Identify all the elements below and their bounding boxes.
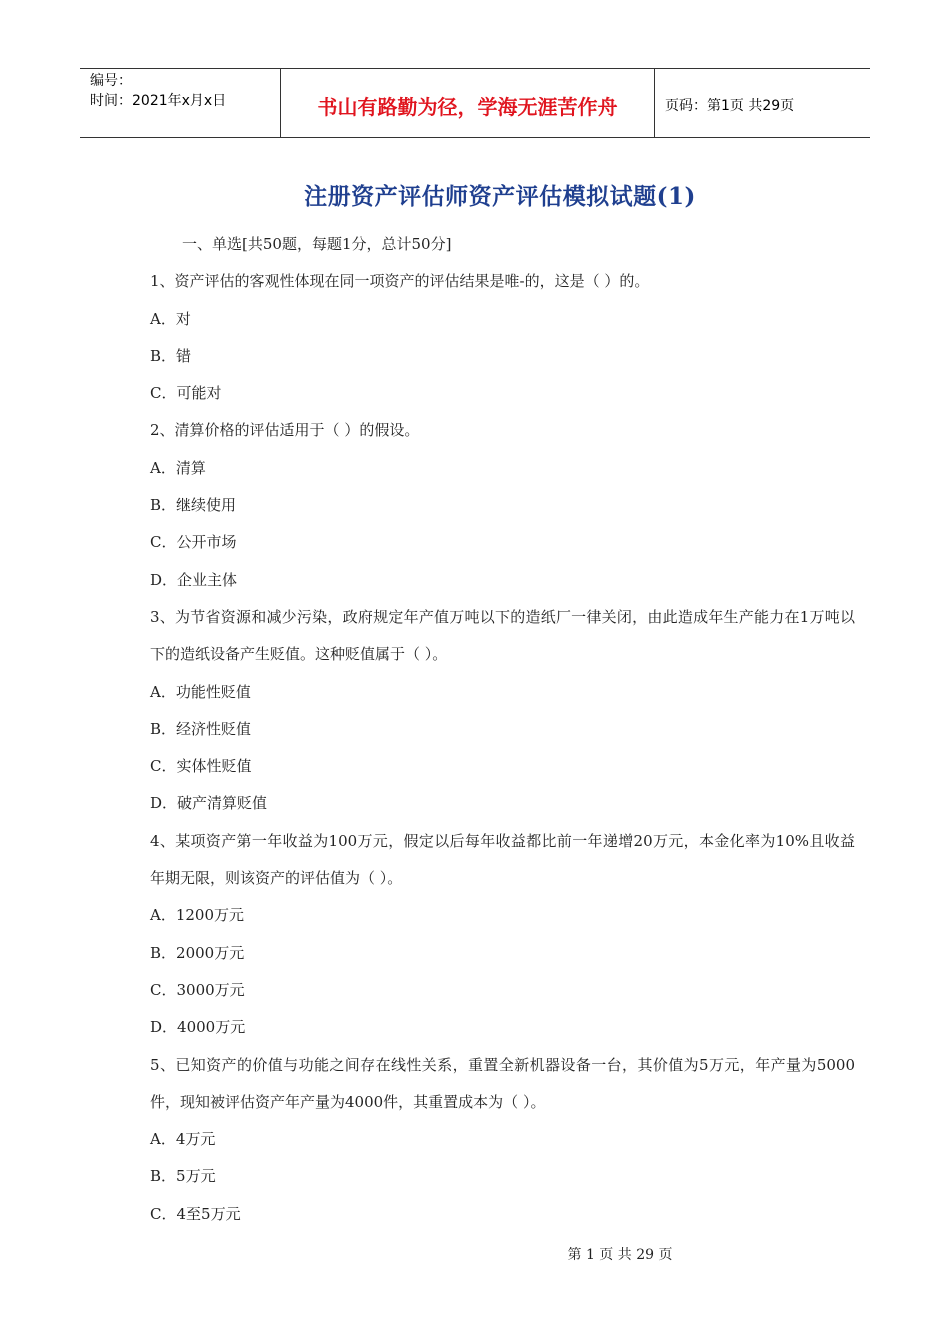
question-option: C．可能对 xyxy=(150,384,222,403)
header-table xyxy=(80,68,870,138)
question-option: B．经济性贬值 xyxy=(150,719,252,738)
document-number-label: 编号： xyxy=(90,73,132,89)
question-option: C．3000万元 xyxy=(150,980,245,999)
document-title: 注册资产评估师资产评估模拟试题(1) xyxy=(304,183,696,210)
question-option: D．破产清算贬值 xyxy=(150,794,268,813)
question-option: C．公开市场 xyxy=(150,533,237,552)
header-meta-cell xyxy=(80,69,281,137)
question-option: D．企业主体 xyxy=(150,570,238,589)
question-stem: 1、资产评估的客观性体现在同一项资产的评估结果是唯-的，这是（ ）的。 xyxy=(150,272,650,291)
header-motto: 书山有路勤为径，学海无涯苦作舟 xyxy=(317,94,618,119)
question-option: B．5万元 xyxy=(150,1167,216,1186)
question-option: A．功能性贬值 xyxy=(150,682,251,701)
question-option: C．实体性贬值 xyxy=(150,757,252,776)
header-page-cell xyxy=(655,69,870,137)
section-heading: 一、单选[共50题，每题1分，总计50分] xyxy=(182,235,452,253)
question-option: A．1200万元 xyxy=(150,906,245,925)
question-stem: 3、为节省资源和减少污染，政府规定年产值万吨以下的造纸厂一律关闭，由此造成年生产能力在1万吨以下的造纸设备产生贬值。这种贬值属于（ ）。 xyxy=(150,607,855,664)
question-option: A．4万元 xyxy=(150,1130,216,1149)
question-stem: 4、某项资产第一年收益为100万元，假定以后每年收益都比前一年递增20万元，本金化率为10%且收益年期无限，则该资产的评估值为（ ）。 xyxy=(150,831,855,888)
question-option: C．4至5万元 xyxy=(150,1204,241,1223)
question-option: D．4000万元 xyxy=(150,1018,246,1037)
question-option: B．2000万元 xyxy=(150,943,245,962)
page-footer: 第 1 页 共 29 页 xyxy=(567,1247,673,1263)
header-page-info: 页码：第1页 共29页 xyxy=(665,98,795,114)
question-stem: 2、清算价格的评估适用于（ ）的假设。 xyxy=(150,421,420,440)
question-option: A．对 xyxy=(150,309,191,328)
question-option: B．继续使用 xyxy=(150,496,237,515)
question-list xyxy=(150,226,855,1233)
document-time-label: 时间：2021年x月x日 xyxy=(90,93,227,109)
header-motto-cell xyxy=(281,69,655,137)
question-stem: 5、已知资产的价值与功能之间存在线性关系，重置全新机器设备一台，其价值为5万元，年产量为5000件，现知被评估资产年产量为4000件，其重置成本为（ ）。 xyxy=(150,1055,855,1111)
question-option: A．清算 xyxy=(150,458,206,477)
question-option: B．错 xyxy=(150,346,192,365)
